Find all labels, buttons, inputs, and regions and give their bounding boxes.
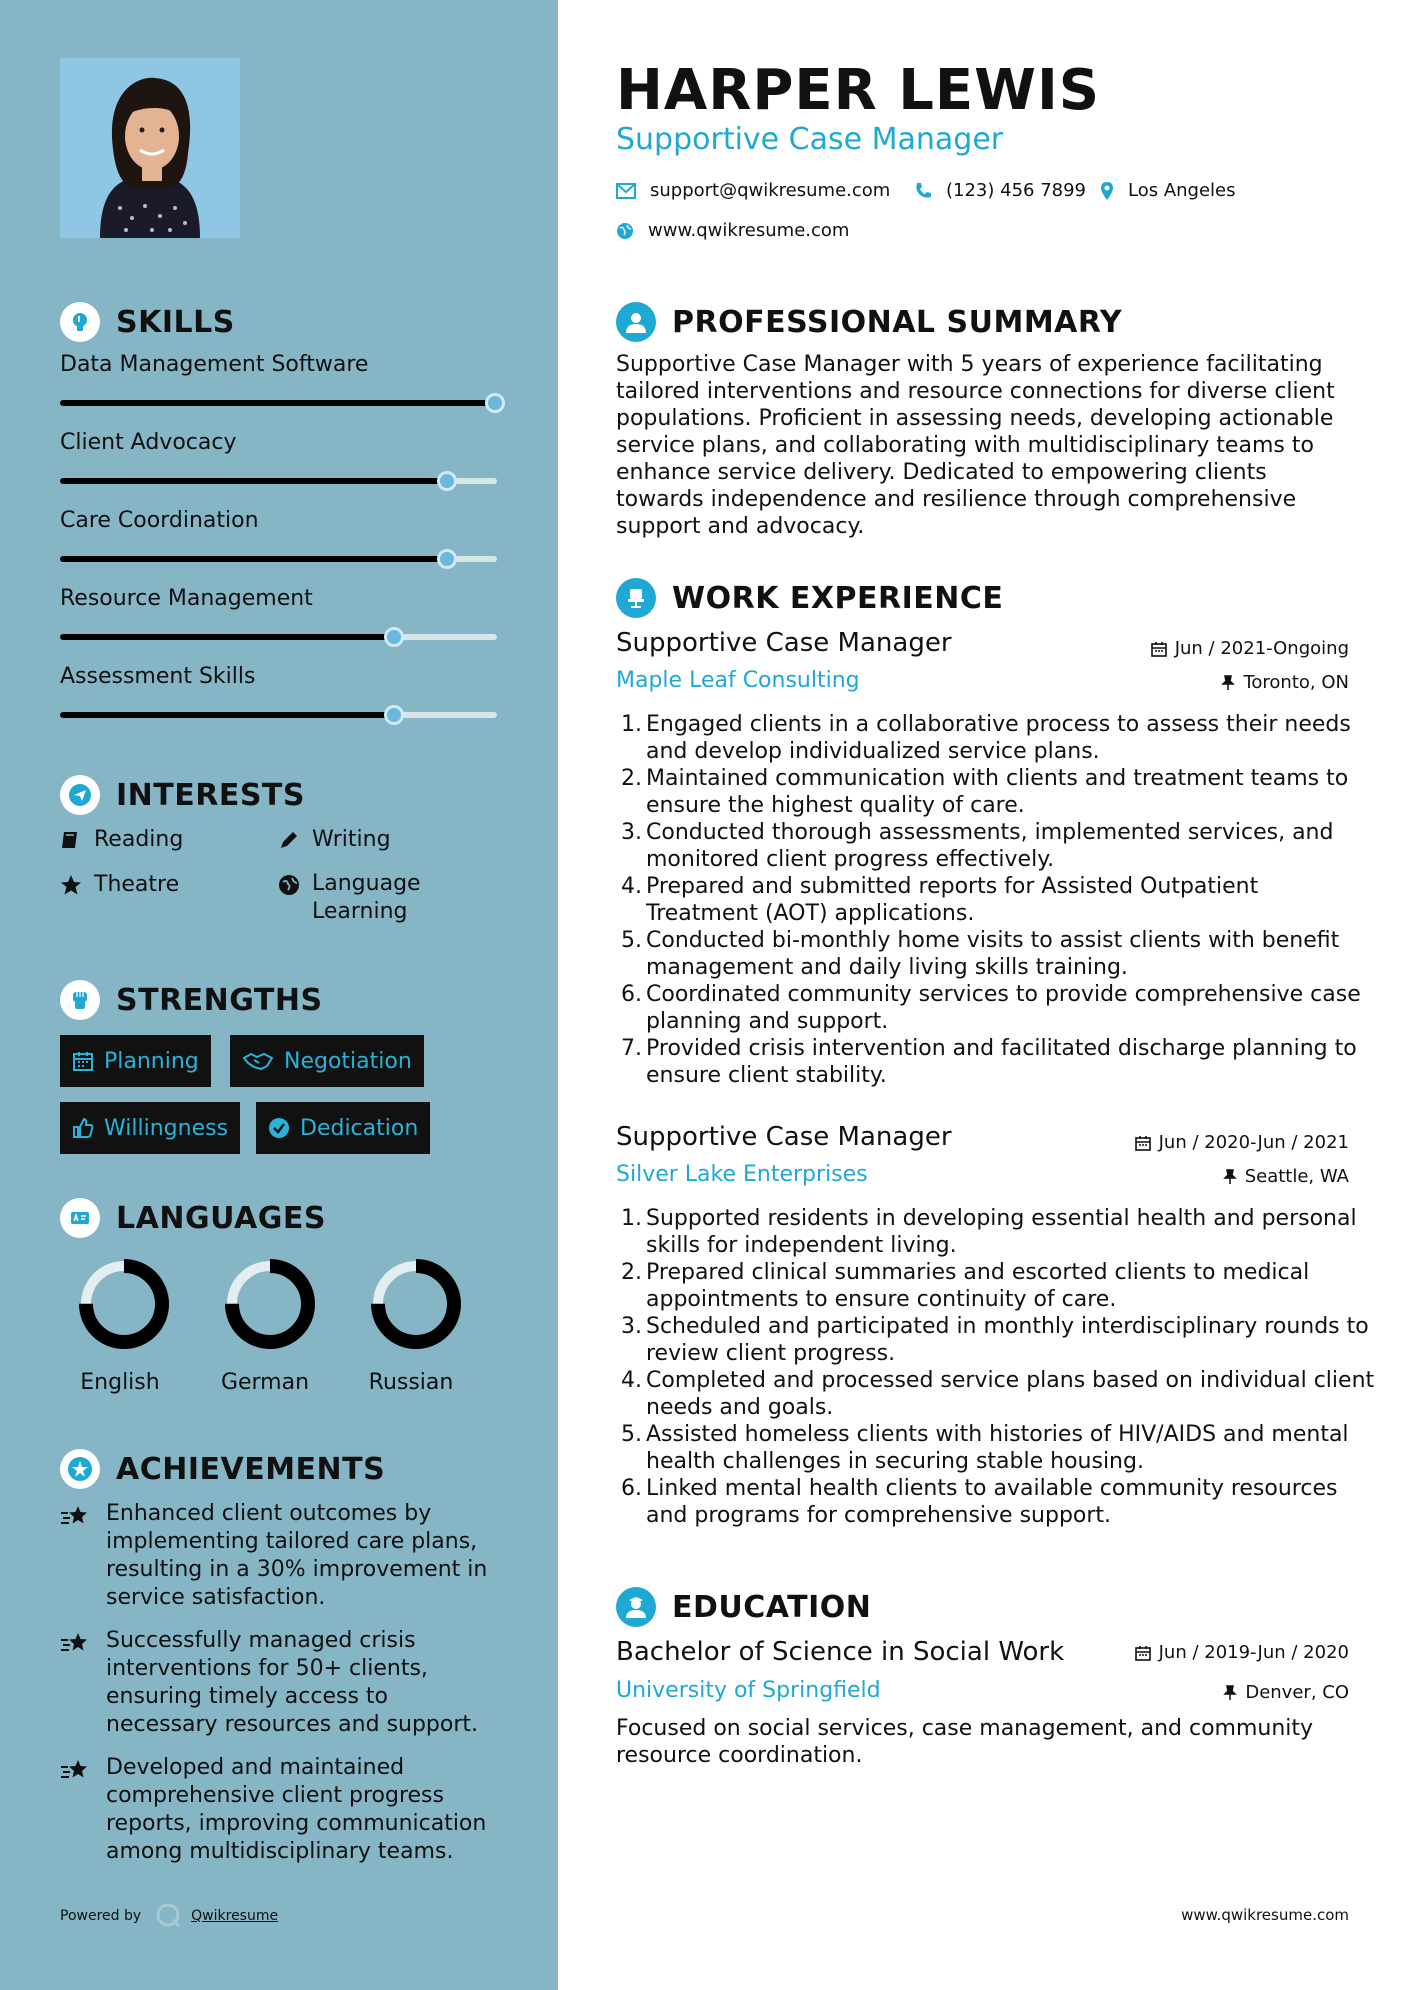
chair-icon bbox=[616, 578, 656, 618]
graduate-icon bbox=[616, 1587, 656, 1627]
achievement-text: Enhanced client outcomes by implementing tailored care plans, resulting in a 30% improvement in service satisfaction. bbox=[106, 1501, 488, 1610]
envelope-icon bbox=[616, 183, 636, 199]
job-location bbox=[1221, 672, 1349, 693]
strength-label: Dedication bbox=[300, 1115, 419, 1141]
list-item: 1. Engaged clients in a collaborative process to assess their needs and develop individualized service plans. bbox=[621, 712, 1351, 764]
education-location bbox=[1223, 1682, 1349, 1703]
footer-website[interactable]: www.qwikresume.com bbox=[1181, 1906, 1349, 1924]
job-date-text: Jun / 2021-Ongoing bbox=[1174, 638, 1349, 659]
interest-label: Language Learning bbox=[312, 871, 421, 924]
interest-item bbox=[278, 872, 478, 926]
strength-label: Negotiation bbox=[284, 1048, 412, 1074]
powered-by-label: Powered by bbox=[60, 1908, 142, 1924]
language-card-icon bbox=[60, 1198, 100, 1238]
paper-plane-icon bbox=[60, 775, 100, 815]
skill-bar bbox=[60, 400, 497, 406]
skill-bar-knob bbox=[485, 393, 505, 413]
skill-label: Data Management Software bbox=[60, 352, 369, 377]
list-item: 1. Supported residents in developing essential health and personal skills for independent living. bbox=[621, 1206, 1357, 1258]
list-item: 6. Linked mental health clients to available community resources and programs for comprehensive support. bbox=[621, 1476, 1338, 1528]
languages-title: LANGUAGES bbox=[116, 1200, 326, 1236]
interests-heading bbox=[60, 775, 305, 815]
qwikresume-logo-icon bbox=[155, 1902, 183, 1930]
skills-heading bbox=[60, 302, 235, 342]
strength-chip bbox=[60, 1035, 211, 1087]
pushpin-icon bbox=[1223, 1169, 1237, 1185]
strength-chip bbox=[60, 1102, 240, 1154]
star-icon bbox=[60, 874, 82, 896]
skill-bar-fill bbox=[60, 478, 449, 484]
calendar-icon bbox=[1135, 1645, 1151, 1661]
skill-bar-fill bbox=[60, 634, 396, 640]
job-company: Silver Lake Enterprises bbox=[616, 1162, 868, 1187]
skill-bar-knob bbox=[384, 627, 404, 647]
skill-bar-knob bbox=[384, 705, 404, 725]
skill-label: Client Advocacy bbox=[60, 430, 237, 455]
language-label: Russian bbox=[368, 1370, 454, 1395]
shooting-star-icon bbox=[60, 1631, 92, 1655]
phone-text: (123) 456 7899 bbox=[946, 180, 1087, 201]
strength-chip bbox=[256, 1102, 430, 1154]
strengths-title: STRENGTHS bbox=[116, 982, 323, 1018]
candidate-role: Supportive Case Manager bbox=[616, 122, 1004, 157]
interest-label: Theatre bbox=[94, 872, 180, 897]
list-item: 7. Provided crisis intervention and facilitated discharge planning to ensure client stability. bbox=[621, 1036, 1357, 1088]
user-icon bbox=[616, 302, 656, 342]
skill-label: Resource Management bbox=[60, 586, 313, 611]
education-title: EDUCATION bbox=[672, 1589, 872, 1625]
job-title: Supportive Case Manager bbox=[616, 628, 952, 658]
job-location bbox=[1223, 1166, 1349, 1187]
summary-title: PROFESSIONAL SUMMARY bbox=[672, 304, 1123, 340]
language-label: German bbox=[220, 1370, 310, 1395]
interest-item bbox=[60, 872, 179, 897]
profile-photo bbox=[60, 58, 240, 238]
skill-label: Care Coordination bbox=[60, 508, 259, 533]
qwikresume-link[interactable]: Qwikresume bbox=[191, 1908, 279, 1924]
pushpin-icon bbox=[1223, 1685, 1237, 1701]
languages-heading bbox=[60, 1198, 326, 1238]
achievement-item bbox=[60, 1754, 500, 1866]
list-item: 2. Prepared clinical summaries and escorted clients to medical appointments to ensure continuity of care. bbox=[621, 1260, 1310, 1312]
powered-by bbox=[60, 1902, 278, 1930]
achievement-text: Developed and maintained comprehensive client progress reports, improving communication among multidisciplinary teams. bbox=[106, 1755, 487, 1864]
strength-label: Willingness bbox=[104, 1115, 229, 1141]
list-item: 5. Conducted bi-monthly home visits to assist clients with benefit management and daily living skills training. bbox=[621, 928, 1340, 980]
education-description: Focused on social services, case management, and community resource coordination. bbox=[616, 1716, 1314, 1768]
summary-heading bbox=[616, 302, 1122, 342]
contact-website[interactable] bbox=[616, 220, 849, 241]
degree-title: Bachelor of Science in Social Work bbox=[616, 1637, 1065, 1667]
pushpin-icon bbox=[1221, 675, 1235, 691]
list-item: 5. Assisted homeless clients with histories of HIV/AIDS and mental health challenges in securing stable housing. bbox=[621, 1422, 1349, 1474]
lightbulb-icon bbox=[60, 302, 100, 342]
education-location-text: Denver, CO bbox=[1245, 1682, 1349, 1703]
skill-bar bbox=[60, 634, 497, 640]
achievement-item bbox=[60, 1627, 500, 1739]
handshake-icon bbox=[242, 1050, 274, 1072]
skill-bar-knob bbox=[437, 549, 457, 569]
map-pin-icon bbox=[1100, 181, 1114, 201]
language-donut bbox=[356, 1254, 476, 1354]
education-date bbox=[1135, 1642, 1349, 1663]
job-date bbox=[1151, 638, 1349, 659]
globe-icon bbox=[616, 222, 634, 240]
experience-title: WORK EXPERIENCE bbox=[672, 580, 1004, 616]
experience-heading bbox=[616, 578, 1003, 618]
main-content bbox=[558, 0, 1407, 1990]
school-name: University of Springfield bbox=[616, 1678, 881, 1703]
job-title: Supportive Case Manager bbox=[616, 1122, 952, 1152]
website-text: www.qwikresume.com bbox=[648, 220, 850, 241]
education-heading bbox=[616, 1587, 871, 1627]
job-duties bbox=[616, 711, 1376, 1089]
job-location-text: Toronto, ON bbox=[1243, 672, 1349, 693]
skill-label: Assessment Skills bbox=[60, 664, 256, 689]
summary-text: Supportive Case Manager with 5 years of experience facilitating tailored interventions and resource connections for diverse client populations. Proficient in assessing needs, developing actionable service plans, and collaborating with multidisciplinary teams to enhance service delivery. Dedicated to empowering clients towards independence and resilience through comprehensive support and advocacy. bbox=[616, 352, 1335, 539]
shooting-star-icon bbox=[60, 1504, 92, 1528]
calendar-icon bbox=[72, 1050, 94, 1072]
language-label: English bbox=[80, 1370, 160, 1395]
achievement-item bbox=[60, 1500, 500, 1612]
strengths-heading bbox=[60, 980, 323, 1020]
phone-icon bbox=[914, 182, 932, 200]
interest-item bbox=[60, 827, 183, 852]
strength-chip bbox=[230, 1035, 424, 1087]
fist-icon bbox=[60, 980, 100, 1020]
thumbs-up-icon bbox=[72, 1117, 94, 1139]
job-location-text: Seattle, WA bbox=[1244, 1166, 1349, 1187]
list-item: 4. Prepared and submitted reports for Assisted Outpatient Treatment (AOT) applications. bbox=[621, 874, 1259, 926]
achievements-heading bbox=[60, 1449, 385, 1489]
skill-bar-fill bbox=[60, 712, 396, 718]
job-date-text: Jun / 2020-Jun / 2021 bbox=[1158, 1132, 1349, 1153]
sidebar bbox=[0, 0, 558, 1990]
pencil-icon bbox=[278, 829, 300, 851]
check-circle-icon bbox=[268, 1117, 290, 1139]
job-duties bbox=[616, 1205, 1376, 1529]
interests-title: INTERESTS bbox=[116, 777, 305, 813]
achievements-title: ACHIEVEMENTS bbox=[116, 1451, 386, 1487]
candidate-name: HARPER LEWIS bbox=[616, 58, 1101, 123]
contact-email[interactable] bbox=[616, 180, 890, 201]
job-date bbox=[1135, 1132, 1349, 1153]
language-donut bbox=[210, 1254, 330, 1354]
star-badge-icon bbox=[60, 1449, 100, 1489]
list-item: 6. Coordinated community services to provide comprehensive case planning and support. bbox=[621, 982, 1361, 1034]
skill-bar-fill bbox=[60, 556, 449, 562]
interest-item bbox=[278, 827, 391, 852]
achievement-text: Successfully managed crisis interventions for 50+ clients, ensuring timely access to necessary resources and support. bbox=[106, 1628, 479, 1737]
skill-bar-fill bbox=[60, 400, 497, 406]
email-text: support@qwikresume.com bbox=[650, 180, 891, 201]
list-item: 4. Completed and processed service plans based on individual client needs and goals. bbox=[621, 1368, 1375, 1420]
skills-title: SKILLS bbox=[116, 304, 235, 340]
list-item: 3. Scheduled and participated in monthly interdisciplinary rounds to review client progress. bbox=[621, 1314, 1369, 1366]
globe-icon bbox=[278, 874, 300, 896]
book-icon bbox=[60, 829, 82, 851]
shooting-star-icon bbox=[60, 1758, 92, 1782]
list-item: 2. Maintained communication with clients and treatment teams to ensure the highest quality of care. bbox=[621, 766, 1349, 818]
job-company: Maple Leaf Consulting bbox=[616, 668, 860, 693]
contact-phone[interactable] bbox=[914, 180, 1086, 201]
list-item: 3. Conducted thorough assessments, implemented services, and monitored client progress effectively. bbox=[621, 820, 1334, 872]
skill-bar bbox=[60, 478, 497, 484]
interest-label: Reading bbox=[94, 827, 184, 852]
location-text: Los Angeles bbox=[1128, 180, 1236, 201]
skill-bar-knob bbox=[437, 471, 457, 491]
education-date-text: Jun / 2019-Jun / 2020 bbox=[1158, 1642, 1349, 1663]
calendar-icon bbox=[1151, 641, 1167, 657]
skill-bar bbox=[60, 556, 497, 562]
contact-location bbox=[1100, 180, 1236, 201]
language-donut bbox=[64, 1254, 184, 1354]
strength-label: Planning bbox=[104, 1048, 199, 1074]
interest-label: Writing bbox=[312, 827, 391, 852]
skill-bar bbox=[60, 712, 497, 718]
calendar-icon bbox=[1135, 1135, 1151, 1151]
